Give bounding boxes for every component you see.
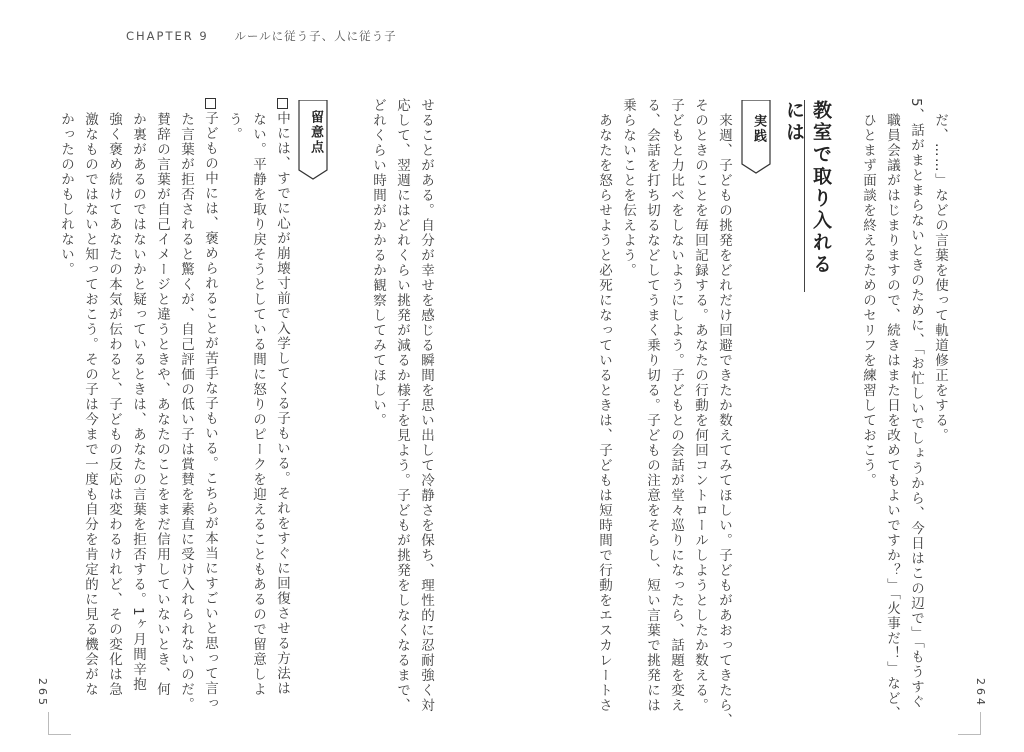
caution-item-1-line-3: う。: [226, 112, 242, 142]
practice-cont-line-2: 応して、翌週にはどれくらい挑発が減るか様子を見よう。子どもが挑発をしなくなるまで、: [394, 98, 410, 713]
practice-line-5: 乗らないことを伝えよう。: [620, 98, 636, 278]
caution-item-2-line-7: かったのかもしれない。: [58, 112, 74, 277]
caution-item-2-line-6: 激なものではないと知っておこう。その子は今まで一度も自分を肯定的に見る機会がな: [82, 112, 98, 697]
section-heading-text: 教室で取り入れるには: [783, 100, 832, 276]
practice-cont-line-3: どれくらい時間がかかるか観察してみてほしい。: [370, 98, 386, 428]
running-header: [126, 28, 397, 44]
caution-item-1-line-1: [270, 98, 294, 696]
caution-item-1-text: 中には、すでに心が崩壊寸前で入学してくる子もいる。それをすぐに回復させる方法は: [274, 111, 290, 696]
list-item-end: だ、……」などの言葉を使って軌道修正をする。: [932, 98, 948, 443]
corner-mark-right: [958, 712, 981, 735]
list-item-5-line-3: ひとまず面談を終えるためのセリフを練習しておこう。: [860, 98, 876, 488]
page-number-right: 264: [974, 678, 987, 708]
caution-item-2-line-4: か裏があるのではないかと疑っているときは、あなたの言葉を拒否する。1ヶ月間辛抱: [130, 112, 146, 693]
caution-item-2-text: 子どもの中には、褒められることが苦手な子もいる。こちらが本当にすごいと思って言っ: [202, 111, 218, 711]
practice-line-6: あなたを怒らせようと必死になっているときは、子どもは短時間で行動をエスカレートさ: [596, 98, 612, 713]
practice-line-3: 子どもと力比べをしないようにしよう。子どもとの会話が堂々巡りになったら、話題を変え: [668, 98, 684, 713]
section-heading: [783, 100, 835, 292]
practice-line-4: る、会話を打ち切るなどしてうまく乗り切る。子どもの注意をそらし、短い言葉で挑発には: [644, 98, 660, 713]
caution-item-2-line-3: 賛辞の言葉が自己イメージと違うときや、あなたのことをまだ信用していないとき、何: [154, 112, 170, 697]
practice-line-2: そのときのことを毎回記録する。あなたの行動を何回コントロールしようとしたか数える。: [692, 98, 708, 713]
caution-item-2-line-1: [198, 98, 222, 711]
page-number-left: 265: [36, 678, 49, 708]
corner-mark-left: [48, 712, 71, 735]
chapter-label: CHAPTER 9: [126, 29, 209, 43]
practice-line-1: 来週、子どもの挑発をどれだけ回避できたか数えてみてほしい。子どもがあおってきたら、: [716, 98, 732, 728]
caution-tag-label: 留意点: [308, 110, 323, 155]
practice-tag: [741, 100, 771, 174]
list-item-5-line-2: 職員会議がはじまりますので、続きはまた日を改めてもよいですか？」「火事だ！」など、: [884, 98, 900, 722]
checkbox-icon: [205, 98, 216, 109]
practice-tag-label: 実践: [751, 114, 766, 144]
caution-item-2-line-2: た言葉が拒否されると驚くが、自己評価の低い子は賞賛を素直に受け入れられないのだ。: [178, 112, 194, 712]
list-item-5-line-1: 5、話がまとまらないときのために、「お忙しいでしょうから、今日はこの辺で」「もうすぐ: [908, 98, 924, 710]
practice-cont-line-1: せることがある。自分が幸せを感じる瞬間を思い出して冷静さを保ち、理性的に忍耐強く対: [418, 98, 434, 713]
caution-item-1-line-2: ない。平静を取り戻そうとしている間に怒りのピークを迎えることもあるので留意しよ: [250, 112, 266, 697]
chapter-title: ルールに従う子、人に従う子: [234, 29, 397, 43]
caution-tag: [298, 100, 328, 174]
checkbox-icon: [277, 98, 288, 109]
caution-item-2-line-5: 強く褒め続けてあなたの本気が伝わると、子どもの反応は変わるけれど、その変化は急: [106, 112, 122, 697]
